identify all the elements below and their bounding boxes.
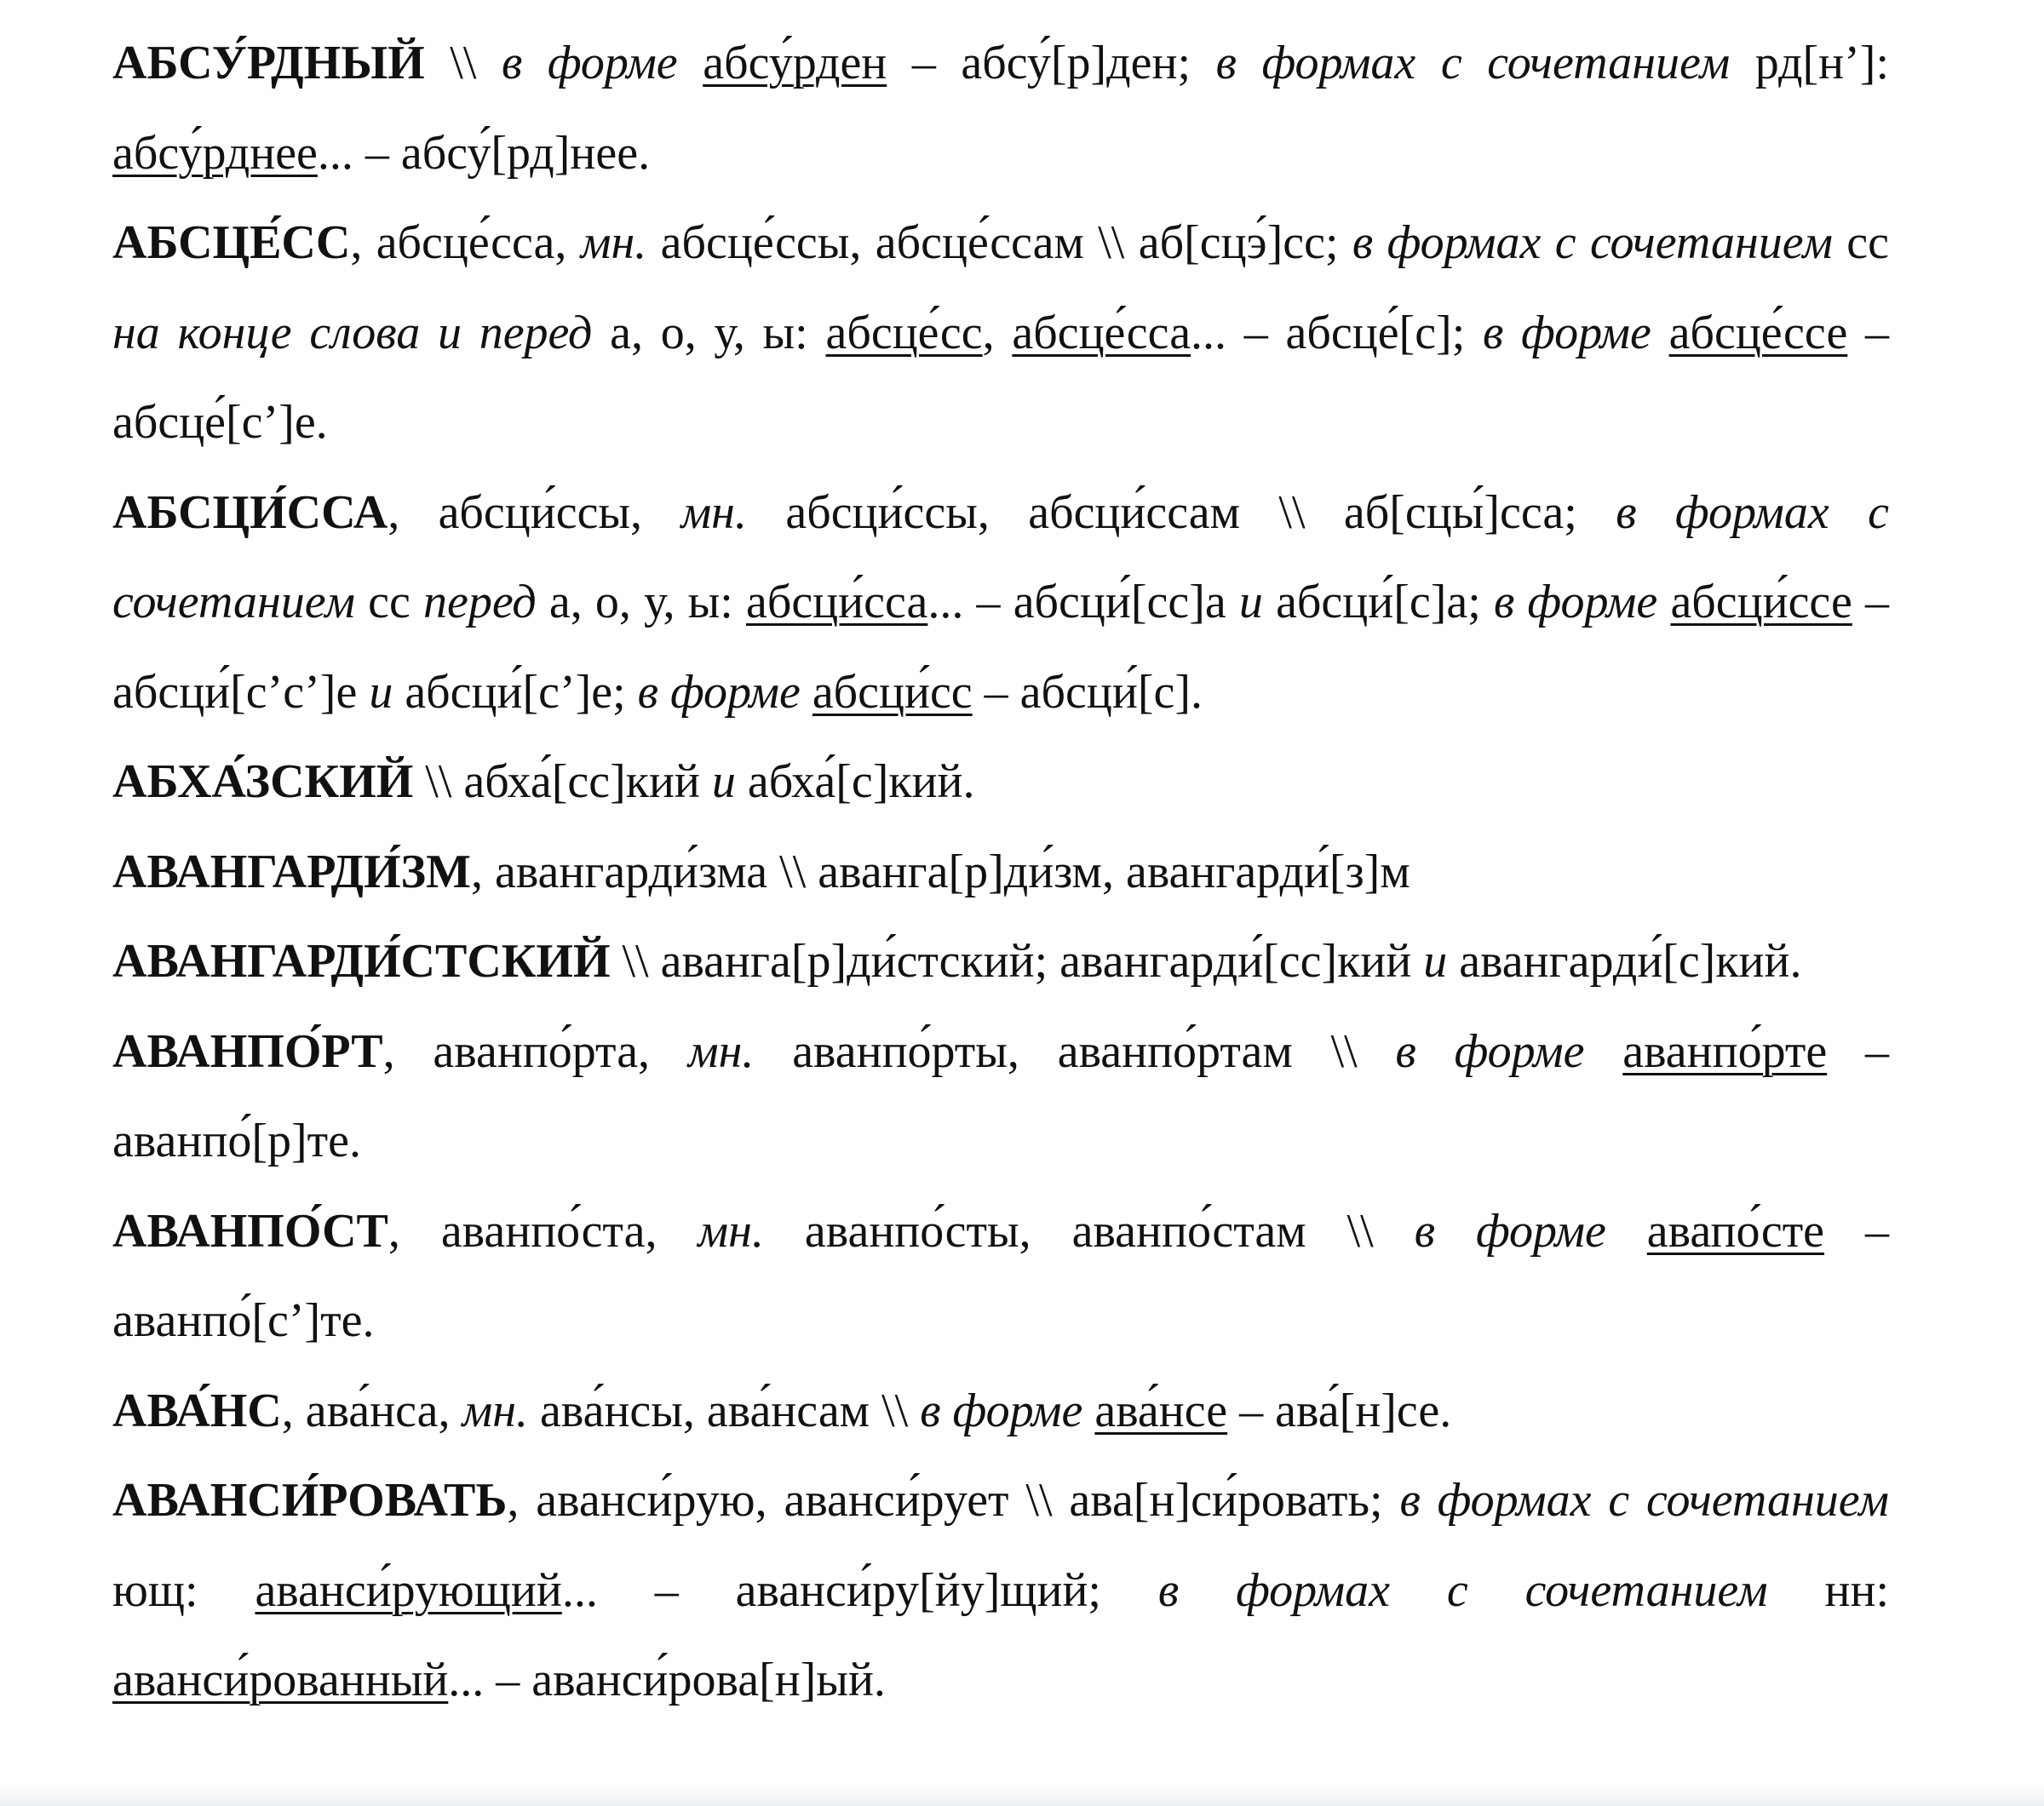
- entry-text: [1651, 307, 1669, 359]
- entry-label-italic: на конце слова и перед: [112, 306, 593, 359]
- entry-text: – аванпо́[р]те.: [112, 1024, 1890, 1167]
- entry-text: , аванси́рую, аванси́рует \\ ава[н]си́ровать;: [507, 1474, 1400, 1527]
- entry-text: ... – абсци́[сс]а: [927, 576, 1239, 628]
- entry-text: абсци́[с’]е;: [393, 665, 638, 719]
- entry-text: – абсци́[с’с’]е: [112, 576, 1889, 719]
- entry-text: сс: [1832, 216, 1890, 269]
- entry-text: рд[н’]:: [1730, 37, 1890, 89]
- entry-text: аванпо́рты, аванпо́ртам \\: [754, 1024, 1396, 1078]
- entry-label-italic: в формах с сочетанием: [1399, 1474, 1890, 1527]
- dictionary-entry-avansirovat: [112, 1456, 1889, 1726]
- entry-label-italic: в форме: [1483, 306, 1651, 359]
- entry-text: [801, 666, 812, 719]
- dictionary-entries: [112, 19, 1889, 1726]
- entry-text: \\ аванга[р]ди́стский; авангарди́[сс]кий: [610, 935, 1424, 988]
- entry-headword: АВАНПО́РТ: [112, 1024, 383, 1078]
- entry-text: , аванпо́рта,: [382, 1024, 688, 1078]
- entry-text: [1606, 1205, 1647, 1258]
- entry-text: [1082, 1385, 1094, 1437]
- entry-label-italic: в форме: [1414, 1204, 1606, 1258]
- entry-text: , ава́нса,: [281, 1384, 462, 1437]
- entry-label-italic: мн.: [462, 1384, 529, 1437]
- entry-form-underlined: абсци́сс: [812, 665, 973, 719]
- entry-form-underlined: абсце́сса: [1012, 306, 1191, 359]
- entry-headword: АВАНСИ́РОВАТЬ: [112, 1474, 508, 1527]
- entry-text: а, о, у, ы:: [536, 576, 746, 628]
- entry-text: , авангарди́зма \\ аванга[р]ди́зм, авангарди́[з]м: [470, 845, 1410, 898]
- dictionary-entry-absurdny: [112, 19, 1889, 198]
- entry-label-italic: и: [1238, 576, 1263, 628]
- entry-label-italic: в форме: [1395, 1024, 1585, 1078]
- entry-headword: АБСУ́РДНЫЙ: [112, 37, 425, 89]
- dictionary-entry-avanport: [112, 1007, 1889, 1187]
- entry-text: сс: [354, 576, 424, 628]
- entry-label-italic: в форме: [1493, 576, 1658, 628]
- entry-form-underlined: ава́нсе: [1094, 1384, 1228, 1437]
- entry-text: абсци́ссы, абсци́ссам \\ аб[сцы́]сса;: [746, 485, 1616, 539]
- entry-text: – абсци́[с].: [972, 665, 1203, 719]
- entry-headword: АВАНПО́СТ: [112, 1204, 388, 1258]
- entry-text: ,: [982, 306, 1013, 359]
- entry-text: нн:: [1767, 1563, 1890, 1617]
- entry-label-italic: в формах с сочетанием: [112, 485, 1889, 628]
- dictionary-entry-avangardizm: [112, 828, 1889, 918]
- entry-headword: АБХА́ЗСКИЙ: [112, 755, 414, 808]
- entry-label-italic: мн.: [698, 1204, 764, 1258]
- bottom-edge-shadow: [0, 1784, 2044, 1806]
- entry-text: [1584, 1025, 1622, 1078]
- entry-form-underlined: абсце́ссе: [1668, 306, 1848, 359]
- entry-form-underlined: аванпо́рте: [1622, 1024, 1828, 1078]
- dictionary-entry-abscissa: [112, 468, 1889, 738]
- entry-form-underlined: абсци́сса: [745, 576, 928, 628]
- entry-form-underlined: абсци́ссе: [1670, 576, 1852, 628]
- entry-form-underlined: аванси́рованный: [112, 1654, 449, 1706]
- entry-text: аванпо́сты, аванпо́стам \\: [763, 1204, 1415, 1258]
- entry-label-italic: и: [369, 665, 393, 719]
- entry-label-italic: мн.: [580, 216, 647, 269]
- entry-text: ... – аванси́ру[йу]щий;: [561, 1563, 1158, 1617]
- entry-text: \\: [424, 37, 502, 89]
- entry-text: авангарди́[с]кий.: [1447, 935, 1802, 988]
- entry-form-underlined: абсце́сс: [825, 306, 983, 359]
- entry-form-underlined: абсу́рден: [703, 37, 887, 89]
- entry-label-italic: и: [1423, 935, 1448, 988]
- entry-text: – абсце́[с’]е.: [112, 306, 1890, 449]
- entry-headword: АБСЦЕ́СС: [112, 216, 351, 269]
- entry-text: ава́нсы, ава́нсам \\: [528, 1384, 921, 1437]
- entry-label-italic: и: [711, 755, 736, 808]
- entry-text: абсце́ссы, абсце́ссам \\ аб[сцэ́]сс;: [646, 216, 1352, 269]
- dictionary-entry-avangardistsky: [112, 917, 1889, 1007]
- entry-form-underlined: абсу́рднее: [112, 126, 318, 180]
- entry-label-italic: в форме: [501, 37, 678, 89]
- entry-label-italic: в формах с сочетанием: [1215, 37, 1731, 89]
- entry-headword: АВАНГАРДИ́СТСКИЙ: [112, 935, 611, 988]
- entry-text: [678, 37, 703, 89]
- entry-text: абха́[с]кий.: [735, 755, 975, 808]
- entry-text: ... – аванси́рова[н]ый.: [448, 1654, 886, 1706]
- entry-text: – ава́[н]се.: [1227, 1384, 1452, 1437]
- entry-text: абсци́[с]а;: [1262, 576, 1494, 628]
- entry-text: , абсци́ссы,: [388, 485, 681, 539]
- entry-text: – абсу́[р]ден;: [887, 37, 1216, 89]
- entry-label-italic: перед: [423, 576, 537, 628]
- entry-headword: АВАНГАРДИ́ЗМ: [112, 845, 471, 898]
- entry-label-italic: в формах с сочетанием: [1352, 216, 1833, 269]
- entry-text: ... – абсце́[с];: [1191, 306, 1483, 359]
- dictionary-entry-abkhazsky: [112, 737, 1889, 828]
- entry-text: , аванпо́ста,: [388, 1204, 698, 1258]
- dictionary-entry-avans: [112, 1367, 1889, 1457]
- entry-form-underlined: аванси́рующий: [255, 1563, 562, 1617]
- entry-text: [1657, 576, 1670, 628]
- entry-label-italic: в форме: [637, 665, 801, 719]
- dictionary-entry-abscess: [112, 198, 1889, 468]
- entry-text: , абсце́сса,: [350, 216, 581, 269]
- entry-label-italic: мн.: [687, 1024, 755, 1078]
- entry-label-italic: в формах с сочетанием: [1157, 1563, 1768, 1617]
- entry-form-underlined: авапо́сте: [1646, 1204, 1825, 1258]
- dictionary-entry-avanpost: [112, 1187, 1889, 1367]
- entry-text: – аванпо́[с’]те.: [112, 1204, 1890, 1347]
- entry-text: ющ:: [112, 1563, 256, 1617]
- entry-text: а, о, у, ы:: [592, 306, 826, 359]
- entry-headword: АБСЦИ́ССА: [112, 485, 388, 539]
- entry-label-italic: мн.: [680, 485, 747, 539]
- entry-text: ... – абсу́[рд]нее.: [317, 126, 651, 180]
- entry-text: \\ абха́[сс]кий: [413, 755, 712, 808]
- entry-headword: АВА́НС: [112, 1384, 282, 1437]
- entry-label-italic: в форме: [920, 1384, 1083, 1437]
